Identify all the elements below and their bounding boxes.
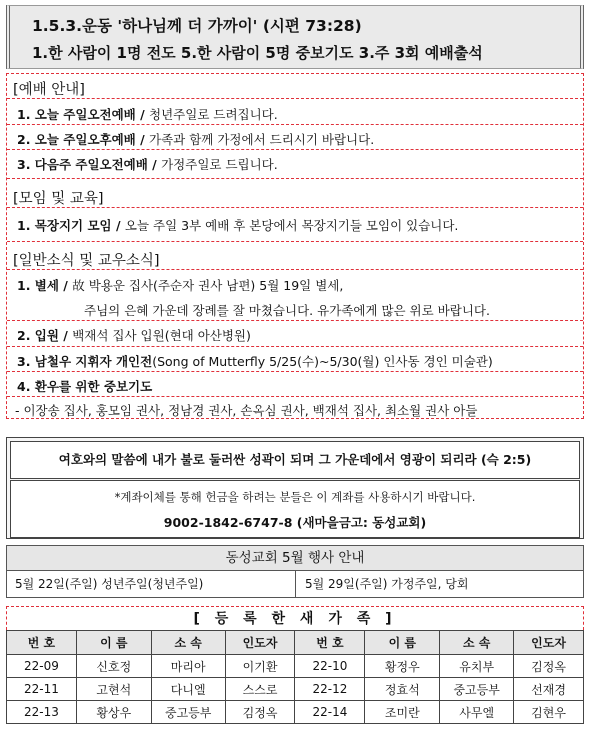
prayer-list: - 이장송 집사, 홍모임 권사, 정남경 권사, 손옥심 권사, 백재석 집사, 최소월 권사 아들 — [15, 403, 478, 418]
col-header: 인도자 — [225, 631, 295, 655]
divider — [7, 346, 583, 347]
divider — [7, 371, 583, 372]
table-cell: 김현우 — [514, 701, 584, 724]
table-cell: 이기환 — [225, 655, 295, 678]
table-cell: 22-11 — [7, 678, 77, 701]
table-cell: 중고등부 — [440, 678, 514, 701]
divider — [7, 98, 583, 99]
news-item-hospital: 2. 입원 / 백재석 집사 입원(현대 아산병원) — [17, 328, 251, 343]
account-number: 9002-1842-6747-8 (새마을금고: 동성교회) — [163, 515, 427, 530]
table-header-row — [7, 631, 584, 655]
divider — [7, 178, 583, 179]
table-cell: 신호정 — [76, 655, 151, 678]
table-cell: 22-12 — [295, 678, 365, 701]
table-cell: 22-09 — [7, 655, 77, 678]
divider — [7, 241, 583, 242]
divider — [7, 149, 583, 150]
registry-title: [ 등 록 한 새 가 족 ] — [6, 606, 584, 630]
worship-item: 3. 다음주 주일오전예배 / 가정주일로 드립니다. — [17, 157, 278, 172]
worship-item: 2. 오늘 주일오후예배 / 가족과 함께 가정에서 드리시기 바랍니다. — [17, 132, 375, 147]
news-item-prayer: 4. 환우를 위한 중보기도 — [17, 379, 153, 394]
table-cell: 고현석 — [76, 678, 151, 701]
table-cell: 조미란 — [365, 701, 440, 724]
notice-section — [6, 73, 584, 419]
table-cell: 황정우 — [365, 655, 440, 678]
col-header: 인도자 — [514, 631, 584, 655]
news-section-title: [일반소식 및 교우소식] — [13, 253, 160, 269]
table-cell: 선재경 — [514, 678, 584, 701]
bible-verse: 여호와의 말씀에 내가 불로 둘러싼 성곽이 되며 그 가운데에서 영광이 되리라 (슥 2:5) — [10, 441, 580, 479]
account-info — [10, 480, 580, 538]
col-header: 번 호 — [295, 631, 365, 655]
table-cell: 22-10 — [295, 655, 365, 678]
table-cell: 중고등부 — [151, 701, 225, 724]
divider — [7, 124, 583, 125]
table-cell: 김정옥 — [514, 655, 584, 678]
header-title: 1.5.3.운동 '하나님께 더 가까이' (시편 73:28) — [32, 17, 362, 35]
divider — [7, 396, 583, 397]
col-header: 이 름 — [365, 631, 440, 655]
table-cell: 유치부 — [440, 655, 514, 678]
table-row — [7, 678, 584, 701]
col-header: 이 름 — [76, 631, 151, 655]
divider — [7, 269, 583, 270]
header-goals: 1.한 사람이 1명 전도 5.한 사람이 5명 중보기도 3.주 3회 예배출석 — [32, 44, 483, 62]
table-row — [7, 701, 584, 724]
news-item-funeral: 1. 별세 / 故 박용운 집사(주순자 권사 남편) 5월 19일 별세, — [17, 278, 344, 293]
events-title: 동성교회 5월 행사 안내 — [7, 546, 583, 571]
col-header: 소 속 — [151, 631, 225, 655]
meeting-section-title: [모임 및 교육] — [13, 191, 104, 207]
event-left: 5월 22일(주일) 성년주일(청년주일) — [7, 571, 296, 598]
header-banner — [6, 5, 584, 69]
divider — [7, 207, 583, 208]
table-cell: 사무엘 — [440, 701, 514, 724]
divider — [7, 320, 583, 321]
event-right: 5월 29일(주일) 가정주일, 당회 — [305, 577, 469, 591]
events-table — [6, 545, 584, 598]
table-cell: 정효석 — [365, 678, 440, 701]
verse-box — [6, 437, 584, 539]
worship-item: 1. 오늘 주일오전예배 / 청년주일로 드려집니다. — [17, 107, 278, 122]
meeting-item: 1. 목장지기 모임 / 오늘 주일 3부 예배 후 본당에서 목장지기들 모임이 있습니다. — [17, 218, 459, 233]
worship-section-title: [예배 안내] — [13, 82, 85, 98]
account-note: *계좌이체를 통해 헌금을 하려는 분들은 이 계좌를 사용하시기 바랍니다. — [114, 490, 476, 504]
col-header: 번 호 — [7, 631, 77, 655]
table-cell: 22-13 — [7, 701, 77, 724]
news-item-funeral-cont: 주님의 은혜 가운데 장례를 잘 마쳤습니다. 유가족에게 많은 위로 바랍니다. — [84, 303, 490, 318]
new-family-table — [6, 630, 584, 724]
table-cell: 마리아 — [151, 655, 225, 678]
table-cell: 스스로 — [225, 678, 295, 701]
col-header: 소 속 — [440, 631, 514, 655]
table-row — [7, 655, 584, 678]
table-cell: 황상우 — [76, 701, 151, 724]
table-cell: 김정옥 — [225, 701, 295, 724]
news-item-exhibition: 3. 남철우 지휘자 개인전(Song of Mutterfly 5/25(수)~5/30(월) 인사동 경인 미술관) — [17, 354, 493, 369]
table-cell: 다니엘 — [151, 678, 225, 701]
table-cell: 22-14 — [295, 701, 365, 724]
